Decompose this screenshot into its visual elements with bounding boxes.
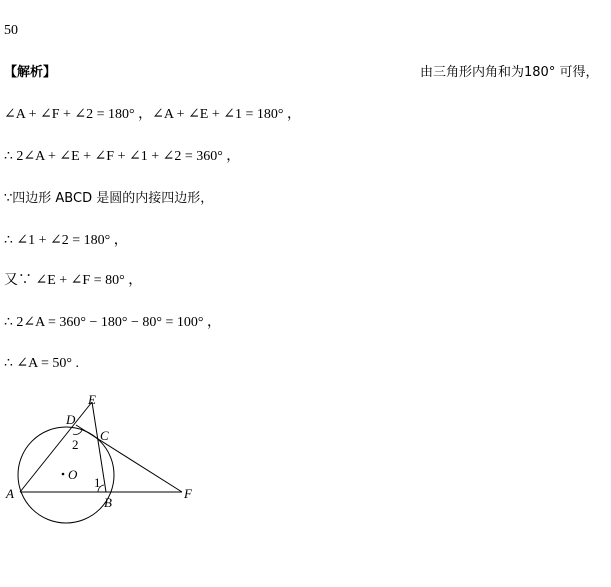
step-3: ∵四边形 ABCD 是圆的内接四边形， [4,191,214,206]
intro-text: 由三角形内角和为180° 可得， [420,65,599,80]
analysis-label: 【解析】 [4,65,57,80]
step-4: ∴ ∠1 + ∠2 = 180° ， [4,233,128,248]
geometry-figure [0,388,220,528]
center-point [62,473,65,476]
label-f: F [184,486,192,501]
step-7: ∴ ∠A = 50° . [4,356,79,371]
label-angle-2: 2 [72,437,79,452]
label-angle-1: 1 [94,475,101,490]
label-o: O [68,467,78,482]
step-6: ∴ 2∠A = 360° − 180° − 80° = 100° ， [4,315,221,330]
angle-2-arc [73,430,82,434]
step-1: ∠A + ∠F + ∠2 = 180° ，∠A + ∠E + ∠1 = 180° ， [4,107,301,122]
label-e: E [88,392,96,407]
label-a: A [6,486,14,501]
label-c: C [100,428,109,443]
label-d: D [66,412,76,427]
step-2: ∴ 2∠A + ∠E + ∠F + ∠1 + ∠2 = 360° ， [4,149,241,164]
label-b: B [104,495,112,510]
line-df [76,425,182,492]
line-ae [20,402,92,492]
answer-value: 50 [4,23,18,38]
step-5: 又∵ ∠E + ∠F = 80° ， [4,273,143,288]
